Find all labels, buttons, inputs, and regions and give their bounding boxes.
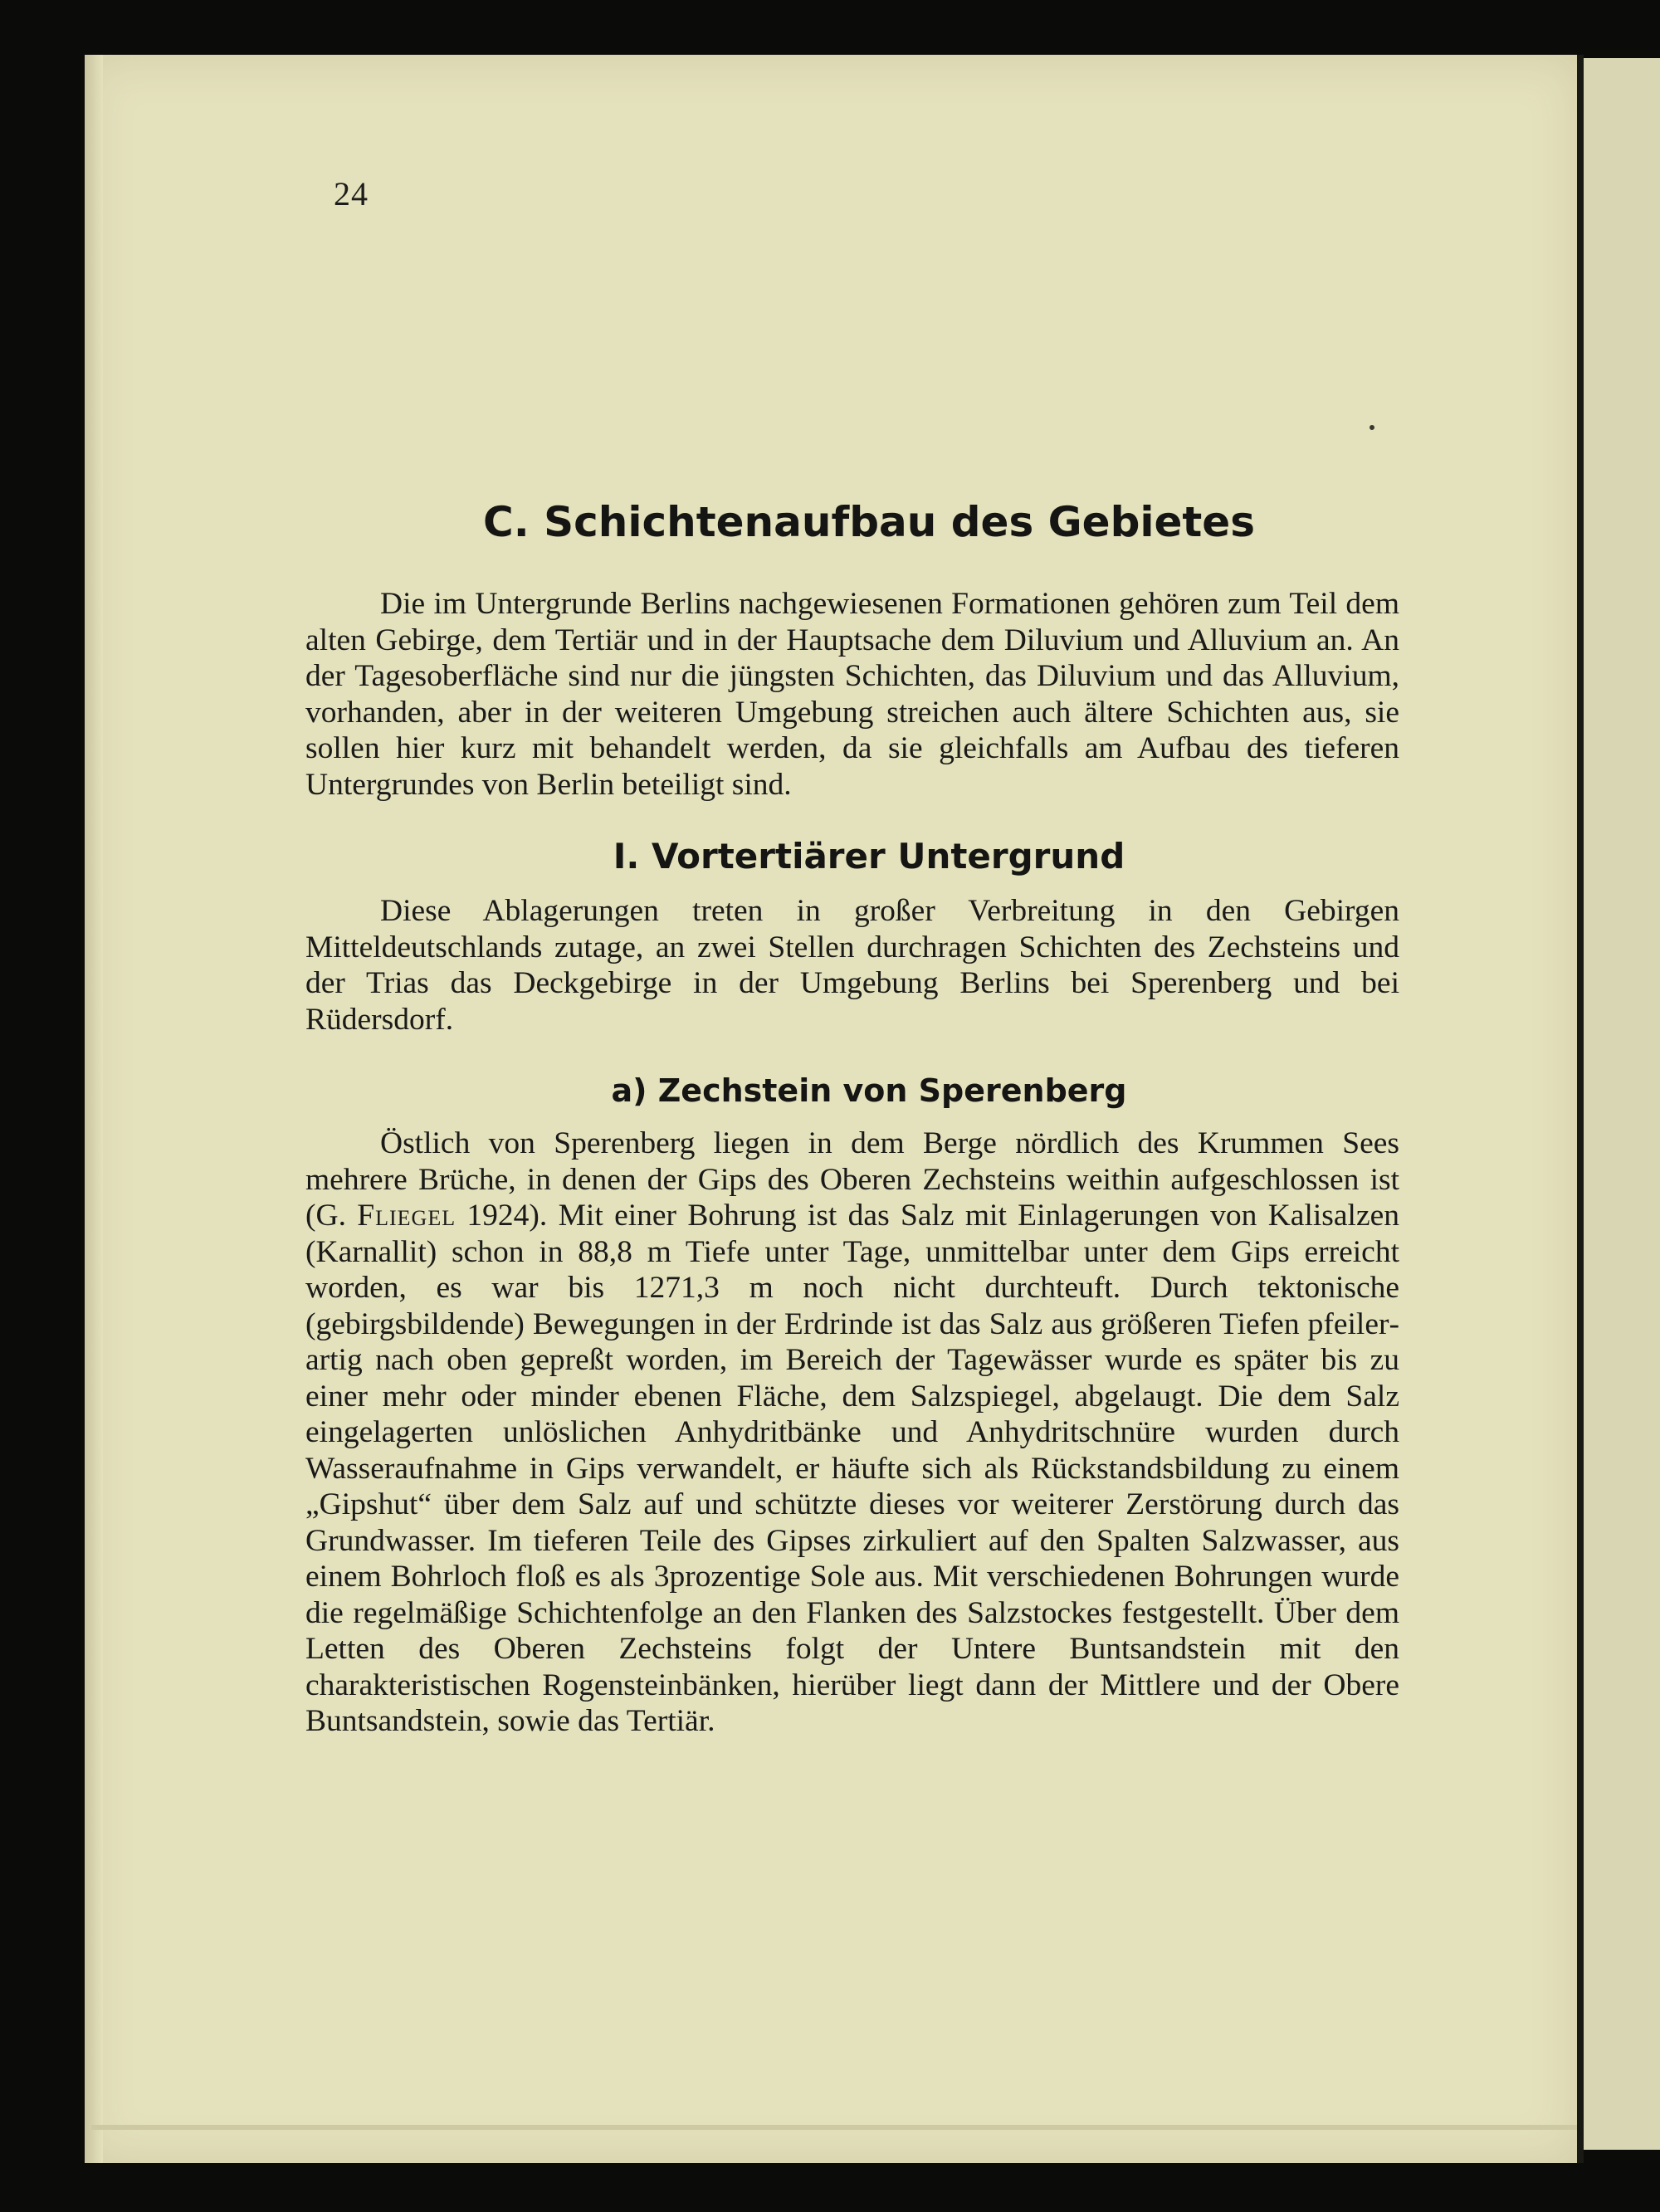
subsection-text-start: Östlich von Sperenberg liegen in dem Berge nördlich des Krummen Sees mehrere Brüche, in denen der Gips des Oberen Zechsteins weithin aufgeschlossen ist (G. [305, 1126, 1399, 1233]
subsection-paragraph [305, 1126, 1399, 1740]
page-content [305, 498, 1399, 1740]
page-number: 24 [334, 175, 369, 212]
subsection-text-end: 1924). Mit einer Bohrung ist das Salz mit Einlagerungen von Kalisalzen (Karnallit) schon in 88,8 m Tiefe unter Tage, unmittelbar unter dem Gips erreicht worden, es war bis 1271,3 m noch nicht durchteuft. Durch tektonische (gebirgsbildende) Bewegungen in der Erdrinde ist das Salz aus größeren Tiefen pfeilerartig nach oben gepreßt worden, im Bereich der Tagewässer wurde es später bis zu einer mehr oder minder ebenen Fläche, dem Salzspiegel, abgelaugt. Die dem Salz eingelagerten unlöslichen Anhydritbänke und Anhydritschnüre wurden durch Wasseraufnahme in Gips verwandelt, er häufte sich als Rückstandsbildung zu einem „Gipshut“ über dem Salz auf und schützte dieses vor weiterer Zerstörung durch das Grundwasser. Im tieferen Teile des Gipses zirkuliert auf den Spalten Salzwasser, aus einem Bohrloch floß es als 3prozentige Sole aus. Mit verschiedenen Bohrungen wurde die regelmäßige Schichtenfolge an den Flanken des Salzstockes festgestellt. Über dem Letten des Oberen Zechsteins folgt der Untere Buntsandstein mit den charakteristischen Rogensteinbänken, hierüber liegt dann der Mittlere und der Obere Buntsandstein, sowie das Tertiär. [305, 1199, 1399, 1738]
intro-paragraph: Die im Untergrunde Berlins nachgewiesenen Formationen gehören zum Teil dem alten Gebirge, dem Tertiär und in der Hauptsache dem Diluvium und Alluvium an. An der Tagesoberfläche sind nur die jüngsten Schichten, das Diluvium und das Alluvium, vorhanden, aber in der weiteren Umgebung streichen auch ältere Schichten aus, sie sollen hier kurz mit behandelt werden, da sie gleichfalls am Aufbau des tieferen Untergrundes von Berlin beteiligt sind. [305, 587, 1399, 802]
page-left-edge [85, 55, 103, 2163]
paper-speck [1370, 425, 1374, 430]
adjacent-page-edge [1580, 58, 1660, 2150]
subsection-heading: a) Zechstein von Sperenberg [611, 1072, 1127, 1109]
author-name: Fliegel [357, 1199, 456, 1233]
book-gutter [1577, 55, 1584, 2163]
section-paragraph: Diese Ablagerungen treten in großer Verbreitung in den Gebirgen Mitteldeutschlands zutage, an zwei Stellen durchragen Schichten des Zechsteins und der Trias das Deckgebirge in der Umgebung Berlins bei Sperenberg und bei Rüdersdorf. [305, 894, 1399, 1037]
section-heading: I. Vortertiärer Untergrund [613, 836, 1125, 876]
page-bottom-edge [91, 2125, 1577, 2130]
chapter-heading: C. Schichtenaufbau des Gebietes [483, 498, 1255, 546]
